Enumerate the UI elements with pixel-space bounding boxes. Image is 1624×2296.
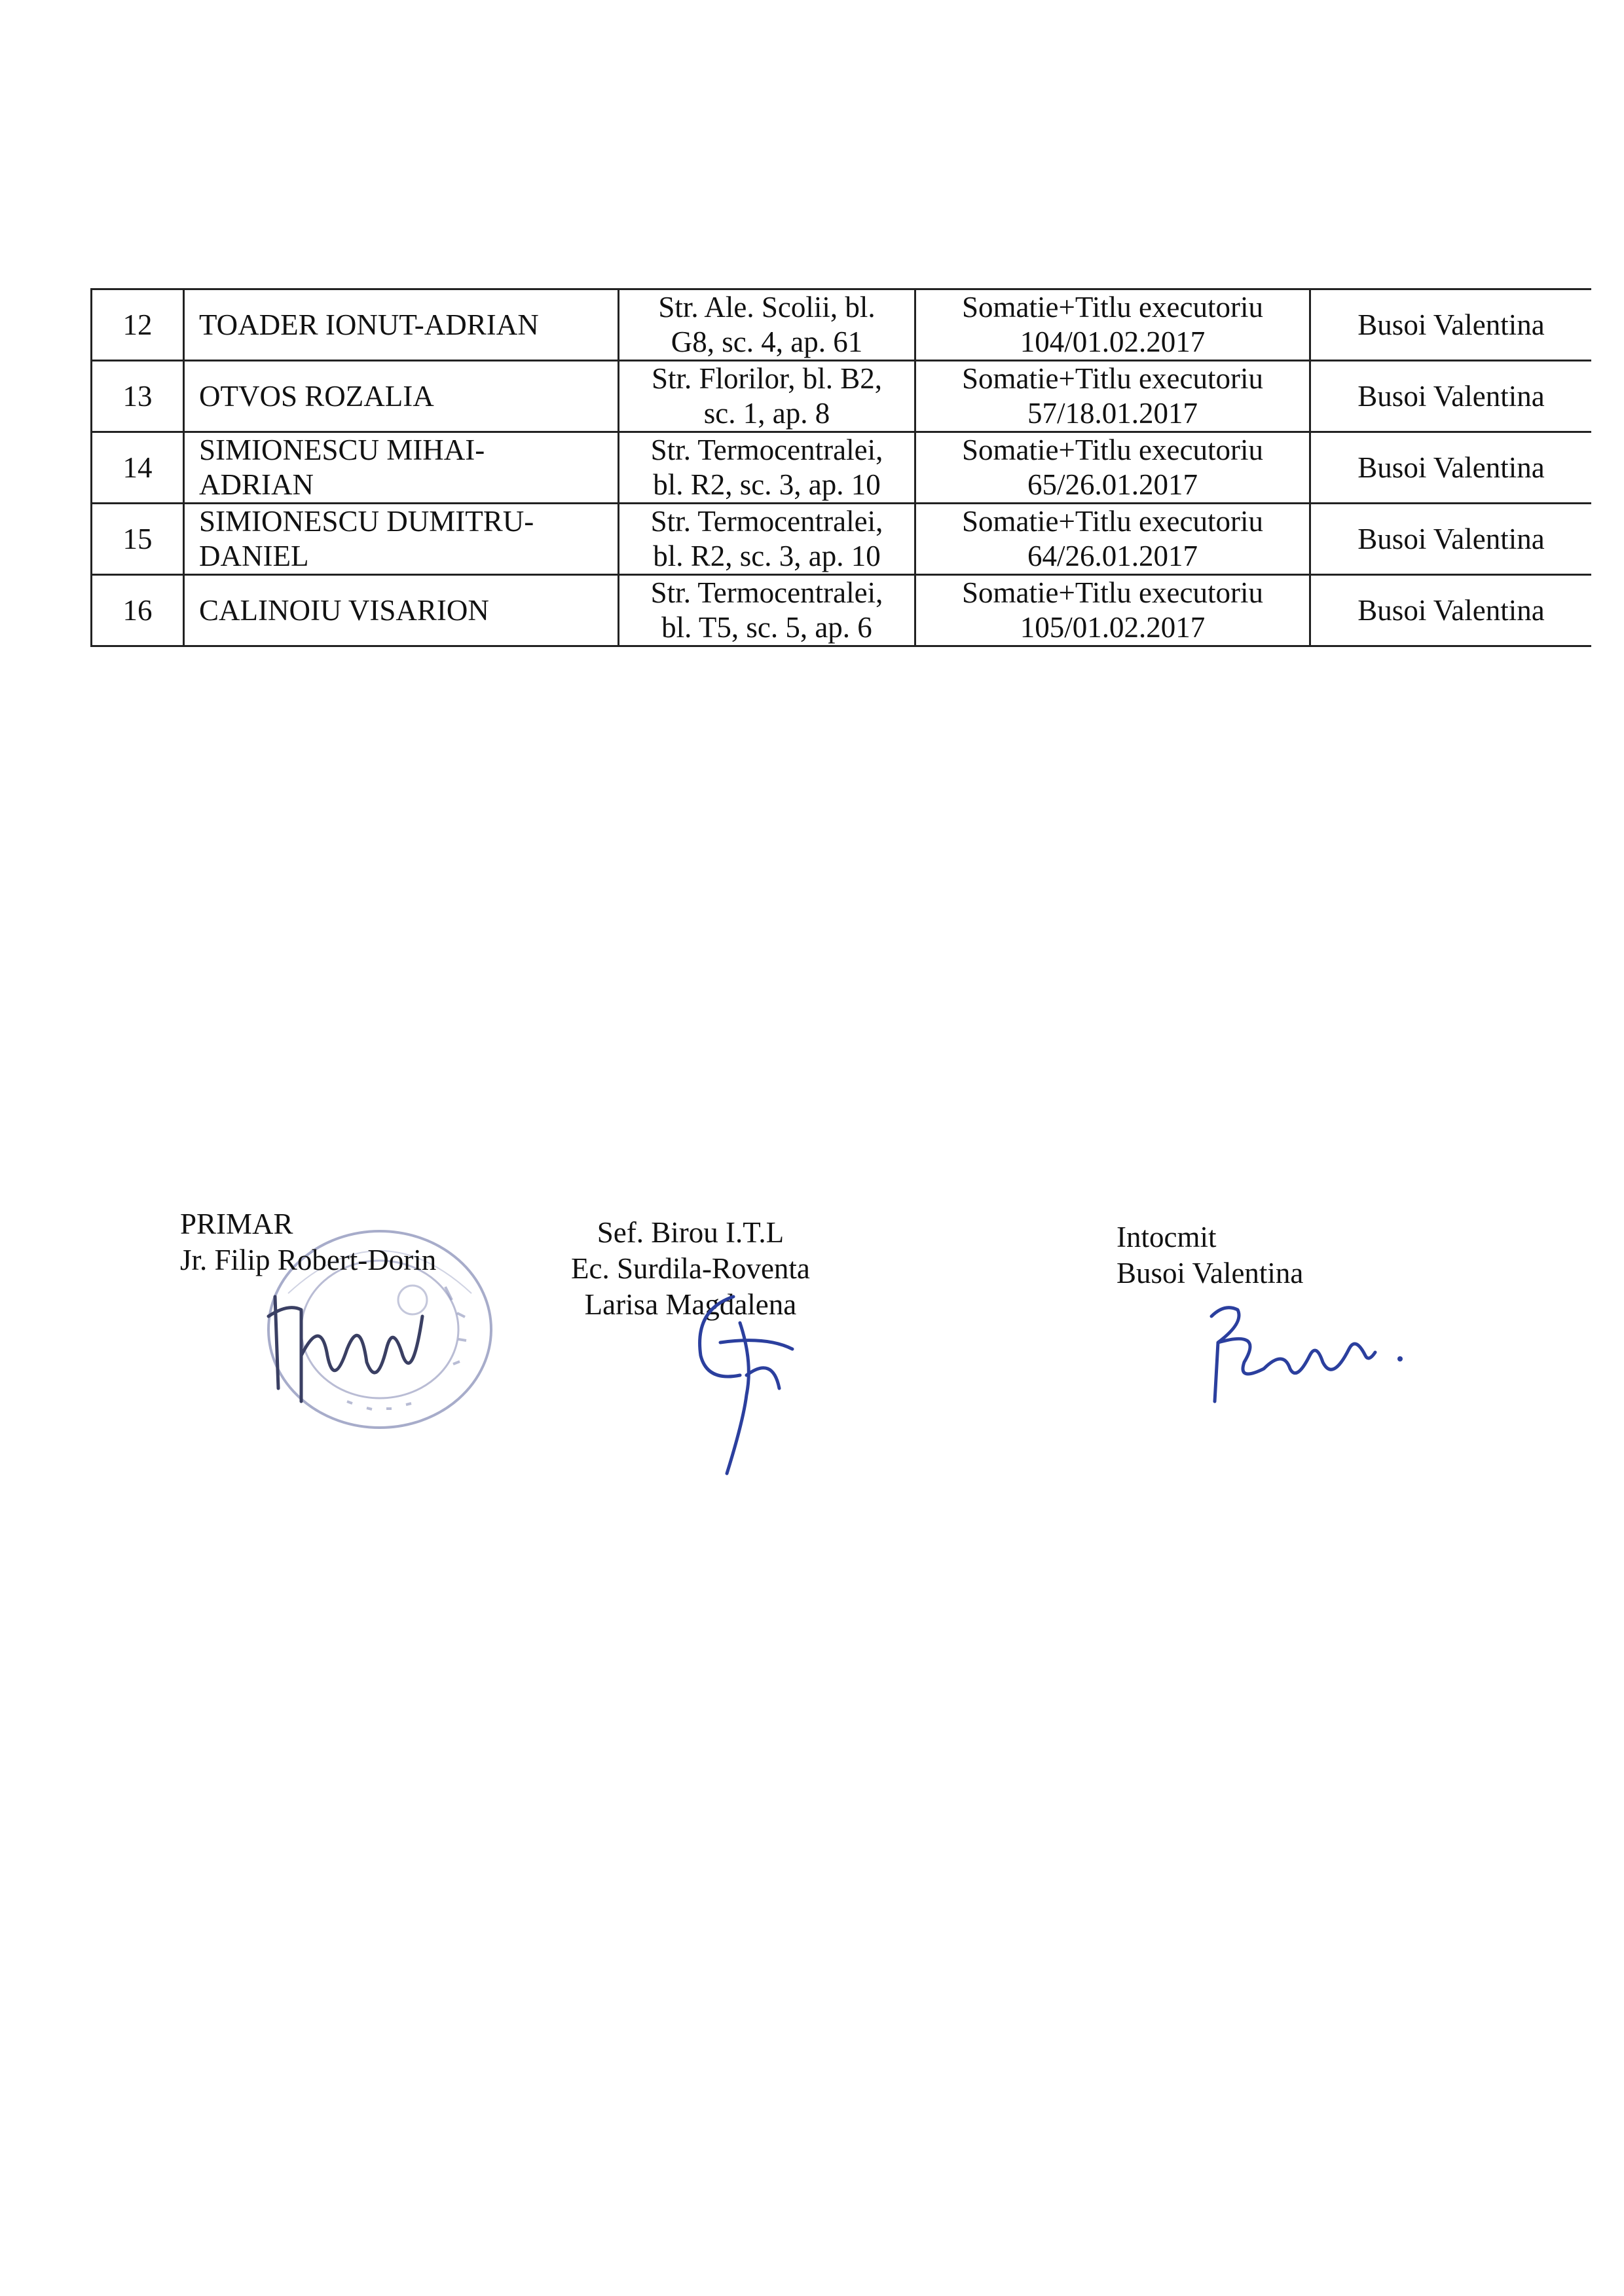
address-cell xyxy=(619,289,915,361)
address-line: G8, sc. 4, ap. 61 xyxy=(671,325,863,358)
address-line: Str. Termocentralei, xyxy=(650,576,883,610)
address-cell xyxy=(619,361,915,432)
address-cell xyxy=(619,432,915,504)
sef-title: Sef. Birou I.T.L xyxy=(597,1216,784,1249)
intocmit-signature-scrawl xyxy=(1192,1290,1408,1408)
document-cell xyxy=(915,361,1310,432)
document-type: Somatie+Titlu executoriu xyxy=(962,362,1263,396)
registry-table xyxy=(90,288,1591,647)
sef-signature-scrawl xyxy=(681,1284,805,1480)
name-line: SIMIONESCU DUMITRU- xyxy=(199,505,534,538)
responsible-person: Busoi Valentina xyxy=(1310,575,1592,646)
address-line: Str. Termocentralei, xyxy=(650,505,883,538)
name-line: SIMIONESCU MIHAI- xyxy=(199,434,485,467)
signature-block-intocmit xyxy=(1116,1219,1303,1291)
document-cell xyxy=(915,575,1310,646)
table-row xyxy=(92,432,1592,504)
address-cell xyxy=(619,504,915,575)
document-number: 57/18.01.2017 xyxy=(1027,397,1198,430)
primar-name: Jr. Filip Robert-Dorin xyxy=(180,1243,437,1276)
person-name xyxy=(184,432,619,504)
address-line: Str. Florilor, bl. B2, xyxy=(651,362,882,396)
document-cell xyxy=(915,432,1310,504)
document-type: Somatie+Titlu executoriu xyxy=(962,505,1263,538)
row-number: 15 xyxy=(92,504,184,575)
sef-name-line2: Larisa Magdalena xyxy=(584,1287,797,1321)
document-number: 104/01.02.2017 xyxy=(1020,325,1206,358)
table-row xyxy=(92,289,1592,361)
person-name: CALINOIU VISARION xyxy=(184,575,619,646)
address-line: bl. R2, sc. 3, ap. 10 xyxy=(653,468,881,501)
document-type: Somatie+Titlu executoriu xyxy=(962,434,1263,467)
responsible-person: Busoi Valentina xyxy=(1310,289,1592,361)
responsible-person: Busoi Valentina xyxy=(1310,361,1592,432)
person-name xyxy=(184,504,619,575)
document-number: 65/26.01.2017 xyxy=(1027,468,1198,501)
address-line: Str. Ale. Scolii, bl. xyxy=(658,291,876,324)
responsible-person: Busoi Valentina xyxy=(1310,432,1592,504)
table-row xyxy=(92,504,1592,575)
responsible-person: Busoi Valentina xyxy=(1310,504,1592,575)
address-line: Str. Termocentralei, xyxy=(650,434,883,467)
document-number: 64/26.01.2017 xyxy=(1027,540,1198,572)
table-row xyxy=(92,361,1592,432)
row-number: 16 xyxy=(92,575,184,646)
person-name: OTVOS ROZALIA xyxy=(184,361,619,432)
row-number: 12 xyxy=(92,289,184,361)
address-line: sc. 1, ap. 8 xyxy=(703,397,830,430)
intocmit-title: Intocmit xyxy=(1116,1221,1217,1253)
primar-signature-scrawl xyxy=(262,1277,432,1408)
row-number: 13 xyxy=(92,361,184,432)
address-line: bl. R2, sc. 3, ap. 10 xyxy=(653,540,881,572)
primar-title: PRIMAR xyxy=(180,1208,293,1240)
document-type: Somatie+Titlu executoriu xyxy=(962,576,1263,610)
row-number: 14 xyxy=(92,432,184,504)
name-line: ADRIAN xyxy=(199,468,314,501)
sef-name-line1: Ec. Surdila-Roventa xyxy=(571,1251,810,1285)
address-line: bl. T5, sc. 5, ap. 6 xyxy=(661,611,872,644)
document-number: 105/01.02.2017 xyxy=(1020,611,1206,644)
name-line: DANIEL xyxy=(199,540,309,572)
document-cell xyxy=(915,504,1310,575)
document-cell xyxy=(915,289,1310,361)
address-cell xyxy=(619,575,915,646)
signature-block-primar xyxy=(180,1206,436,1278)
person-name: TOADER IONUT-ADRIAN xyxy=(184,289,619,361)
table-row xyxy=(92,575,1592,646)
document-type: Somatie+Titlu executoriu xyxy=(962,291,1263,324)
intocmit-name: Busoi Valentina xyxy=(1116,1256,1304,1289)
